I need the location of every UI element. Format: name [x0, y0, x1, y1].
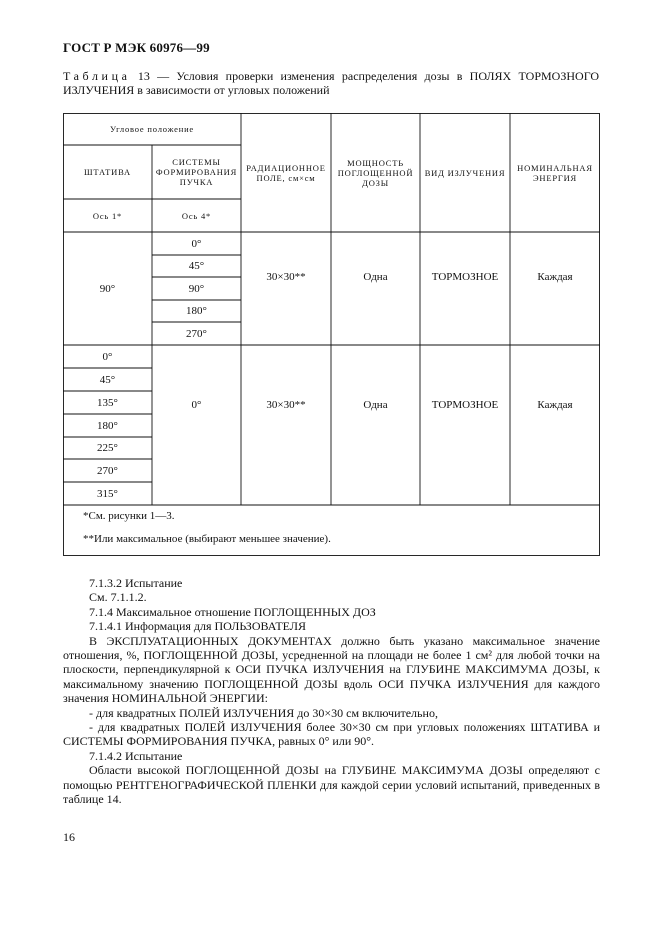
g2-energy: Каждая [537, 399, 573, 411]
header-radiation-field: РАДИАЦИОННОЕ ПОЛЕ, см×см [246, 162, 326, 183]
caption-text: 13 — Условия проверки изменения распределения дозы в ПОЛЯХ ТОРМОЗНОГО ИЗЛУЧЕНИЯ в зависимости от угловых положений [63, 69, 599, 97]
document-header: ГОСТ Р МЭК 60976—99 [63, 40, 210, 55]
g1-dose-rate: Одна [363, 271, 388, 283]
paragraph: Области высокой ПОГЛОЩЕННОЙ ДОЗЫ на ГЛУБИНЕ МАКСИМУМА ДОЗЫ определяют с помощью РЕНТГЕНОГРАФИЧЕСКОЙ ПЛЕНКИ для каждой серии условий испытаний, приведенных в таблице 14. [63, 763, 600, 807]
g2-dose-rate: Одна [363, 399, 388, 411]
table-caption [63, 69, 599, 97]
g2-type: ТОРМОЗНОЕ [431, 399, 499, 411]
header-angular-position: Угловое положение [110, 124, 194, 134]
g1-beam-angle: 90° [188, 282, 205, 295]
g2-field: 30×30** [266, 399, 306, 411]
header-axis-4: Ось 4* [181, 210, 212, 221]
header-nominal-energy: НОМИНАЛЬНАЯ ЭНЕРГИЯ [517, 162, 593, 183]
section-heading: 7.1.3.2 Испытание [89, 576, 183, 590]
table-note: *См. рисунки 1—3. [83, 510, 175, 522]
g2-stand-angle: 135° [97, 396, 118, 409]
g1-stand-angle: 90° [99, 282, 116, 295]
g2-stand-angle: 180° [97, 419, 118, 432]
text-line: См. 7.1.1.2. [89, 590, 147, 605]
body-text [63, 576, 600, 807]
caption-label: Таблица [63, 69, 131, 83]
g2-stand-angle: 315° [97, 487, 118, 500]
page-number: 16 [63, 830, 75, 844]
paragraph: В ЭКСПЛУАТАЦИОННЫХ ДОКУМЕНТАХ должно быть указано максимальное значение отношения, %, ПОГЛОЩЕННОЙ ДОЗЫ, усредненной на площади не более 1 см² для любой точки на плоскости, перпендикулярной к ОСИ ПУЧКА ИЗЛУЧЕНИЯ на ГЛУБИНЕ МАКСИМУМА ДОЗЫ, к максимальному значению ПОГЛОЩЕННОЙ ДОЗЫ вдоль ОСИ ПУЧКА ИЗЛУЧЕНИЯ для каждого значения НОМИНАЛЬНОЙ ЭНЕРГИИ: [63, 633, 600, 706]
g1-beam-angle: 0° [191, 237, 202, 250]
table-note: **Или максимальное (выбирают меньшее значение). [83, 533, 331, 545]
g2-stand-angle: 0° [102, 350, 113, 363]
header-stand: ШТАТИВА [84, 167, 131, 177]
g1-type: ТОРМОЗНОЕ [431, 271, 499, 283]
header-beam-system: СИСТЕМЫ ФОРМИРОВАНИЯ ПУЧКА [155, 157, 238, 187]
section-heading: 7.1.4.1 Информация для ПОЛЬЗОВАТЕЛЯ [89, 619, 306, 634]
g1-beam-angle: 180° [186, 305, 207, 317]
bullet-item: - для квадратных ПОЛЕЙ ИЗЛУЧЕНИЯ более 30×30 см при угловых положениях ШТАТИВА и СИСТЕМЫ ФОРМИРОВАНИЯ ПУЧКА, равных 0° или 90°. [63, 720, 600, 749]
bullet-item: - для квадратных ПОЛЕЙ ИЗЛУЧЕНИЯ до 30×30 см включительно, [89, 705, 438, 720]
g1-energy: Каждая [537, 271, 573, 283]
header-radiation-type: ВИД ИЗЛУЧЕНИЯ [424, 167, 506, 178]
header-axis-1: Ось 1* [92, 210, 123, 221]
section-heading: 7.1.4 Максимальное отношение ПОГЛОЩЕННЫХ ДОЗ [89, 604, 376, 619]
header-dose-rate: МОЩНОСТЬ ПОГЛОЩЕННОЙ ДОЗЫ [337, 157, 414, 188]
g1-field: 30×30** [266, 271, 306, 283]
g2-stand-angle: 45° [99, 373, 116, 386]
g2-stand-angle: 225° [97, 442, 118, 454]
g2-beam-angle: 0° [191, 399, 202, 411]
section-heading: 7.1.4.2 Испытание [89, 748, 183, 763]
conditions-table [63, 113, 600, 556]
g1-beam-angle: 45° [188, 260, 205, 272]
g1-beam-angle: 270° [186, 327, 207, 340]
g2-stand-angle: 270° [97, 464, 118, 477]
